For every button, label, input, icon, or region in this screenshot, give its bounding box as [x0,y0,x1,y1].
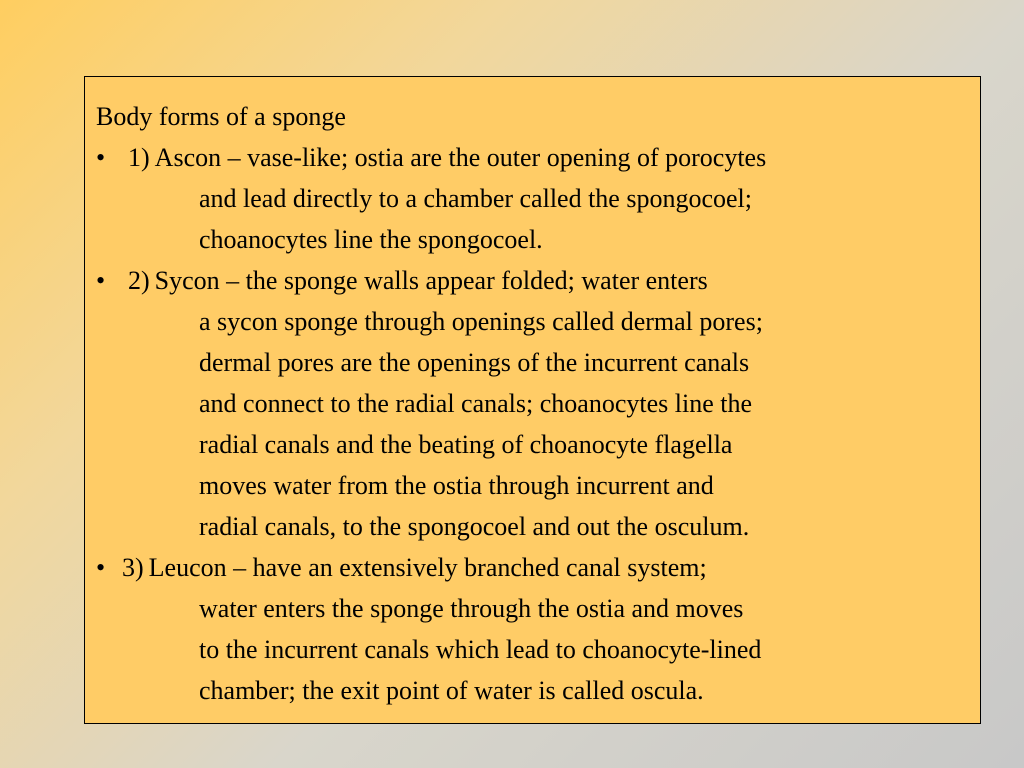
item-number: 1) [128,143,150,172]
bullet-item-ascon [96,137,986,178]
content-box [84,76,981,724]
continuation-line: moves water from the ostia through incurrent and [199,471,714,500]
continuation-line: dermal pores are the openings of the incurrent canals [199,348,750,377]
continuation-line: a sycon sponge through openings called dermal pores; [199,307,763,336]
item-number: 2) [128,266,150,295]
continuation-line: choanocytes line the spongocoel. [199,225,543,254]
continuation-line: water enters the sponge through the ostia and moves [199,594,744,623]
bullet-item-sycon [96,260,986,301]
text-block [96,96,986,711]
item-lead-text: Ascon – vase-like; ostia are the outer opening of porocytes [154,143,767,172]
slide-title: Body forms of a sponge [96,102,346,131]
bullet-icon: • [96,143,106,172]
item-lead-text: Sycon – the sponge walls appear folded; water enters [154,266,708,295]
continuation-line: to the incurrent canals which lead to choanocyte-lined [199,635,762,664]
continuation-line: chamber; the exit point of water is called oscula. [199,676,704,705]
continuation-line: and lead directly to a chamber called the spongocoel; [199,184,752,213]
continuation-line: and connect to the radial canals; choanocytes line the [199,389,752,418]
item-lead-text: Leucon – have an extensively branched canal system; [148,553,707,582]
item-number: 3) [122,553,144,582]
continuation-line: radial canals and the beating of choanocyte flagella [199,430,733,459]
bullet-icon: • [96,553,106,582]
bullet-icon: • [96,266,106,295]
continuation-line: radial canals, to the spongocoel and out the osculum. [199,512,750,541]
bullet-item-leucon [96,547,986,588]
